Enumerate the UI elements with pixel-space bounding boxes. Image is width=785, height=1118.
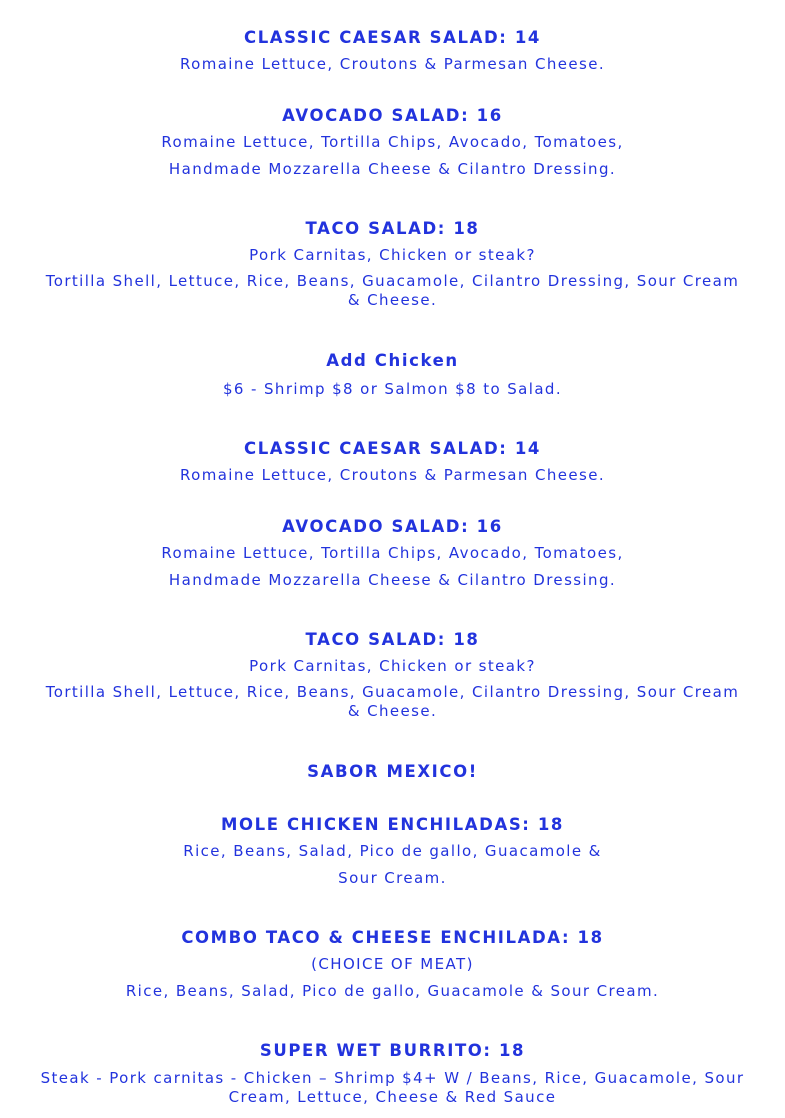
menu-item-title: SUPER WET BURRITO: 18 [259,1041,526,1060]
menu-item-description: Romaine Lettuce, Croutons & Parmesan Cheese. [179,55,606,73]
menu-item-description: Steak - Pork carnitas - Chicken – Shrimp $4+ W / Beans, Rice, Guacamole, Sour Cream, Lettuce, Cheese & Red Sauce [40,1069,745,1106]
menu-item-description: Handmade Mozzarella Cheese & Cilantro Dressing. [168,160,617,178]
menu-item-title: TACO SALAD: 18 [305,630,480,649]
menu-item-description: Romaine Lettuce, Tortilla Chips, Avocado, Tomatoes, [161,133,624,151]
menu-item-description: $6 - Shrimp $8 or Salmon $8 to Salad. [222,380,563,398]
menu-item-title: CLASSIC CAESAR SALAD: 14 [243,439,541,458]
menu-item-title: AVOCADO SALAD: 16 [282,517,503,536]
menu-item-title: AVOCADO SALAD: 16 [282,106,503,125]
section-heading: SABOR MEXICO! [307,762,478,781]
menu-item-title: TACO SALAD: 18 [305,219,480,238]
menu-item-description: Sour Cream. [338,869,447,887]
menu-item-description: Romaine Lettuce, Tortilla Chips, Avocado, Tomatoes, [161,544,624,562]
menu-item-title: CLASSIC CAESAR SALAD: 14 [243,28,541,47]
menu-item-description: Tortilla Shell, Lettuce, Rice, Beans, Guacamole, Cilantro Dressing, Sour Cream & Cheese. [45,272,740,309]
menu-item-subtitle: Pork Carnitas, Chicken or steak? [249,657,536,675]
menu-item-description: Rice, Beans, Salad, Pico de gallo, Guacamole & Sour Cream. [125,982,660,1000]
menu-item-title: MOLE CHICKEN ENCHILADAS: 18 [220,815,565,834]
menu-item-subtitle: Pork Carnitas, Chicken or steak? [249,246,536,264]
menu-item-description: Rice, Beans, Salad, Pico de gallo, Guacamole & [183,842,602,860]
menu-item-description: Tortilla Shell, Lettuce, Rice, Beans, Guacamole, Cilantro Dressing, Sour Cream & Cheese. [45,683,740,720]
menu-item-description: Handmade Mozzarella Cheese & Cilantro Dressing. [168,571,617,589]
menu-item-description: Romaine Lettuce, Croutons & Parmesan Cheese. [179,466,606,484]
menu-item-title: COMBO TACO & CHEESE ENCHILADA: 18 [181,928,604,947]
menu-item-title: Add Chicken [326,351,459,370]
menu-item-subtitle: (CHOICE OF MEAT) [311,955,474,973]
